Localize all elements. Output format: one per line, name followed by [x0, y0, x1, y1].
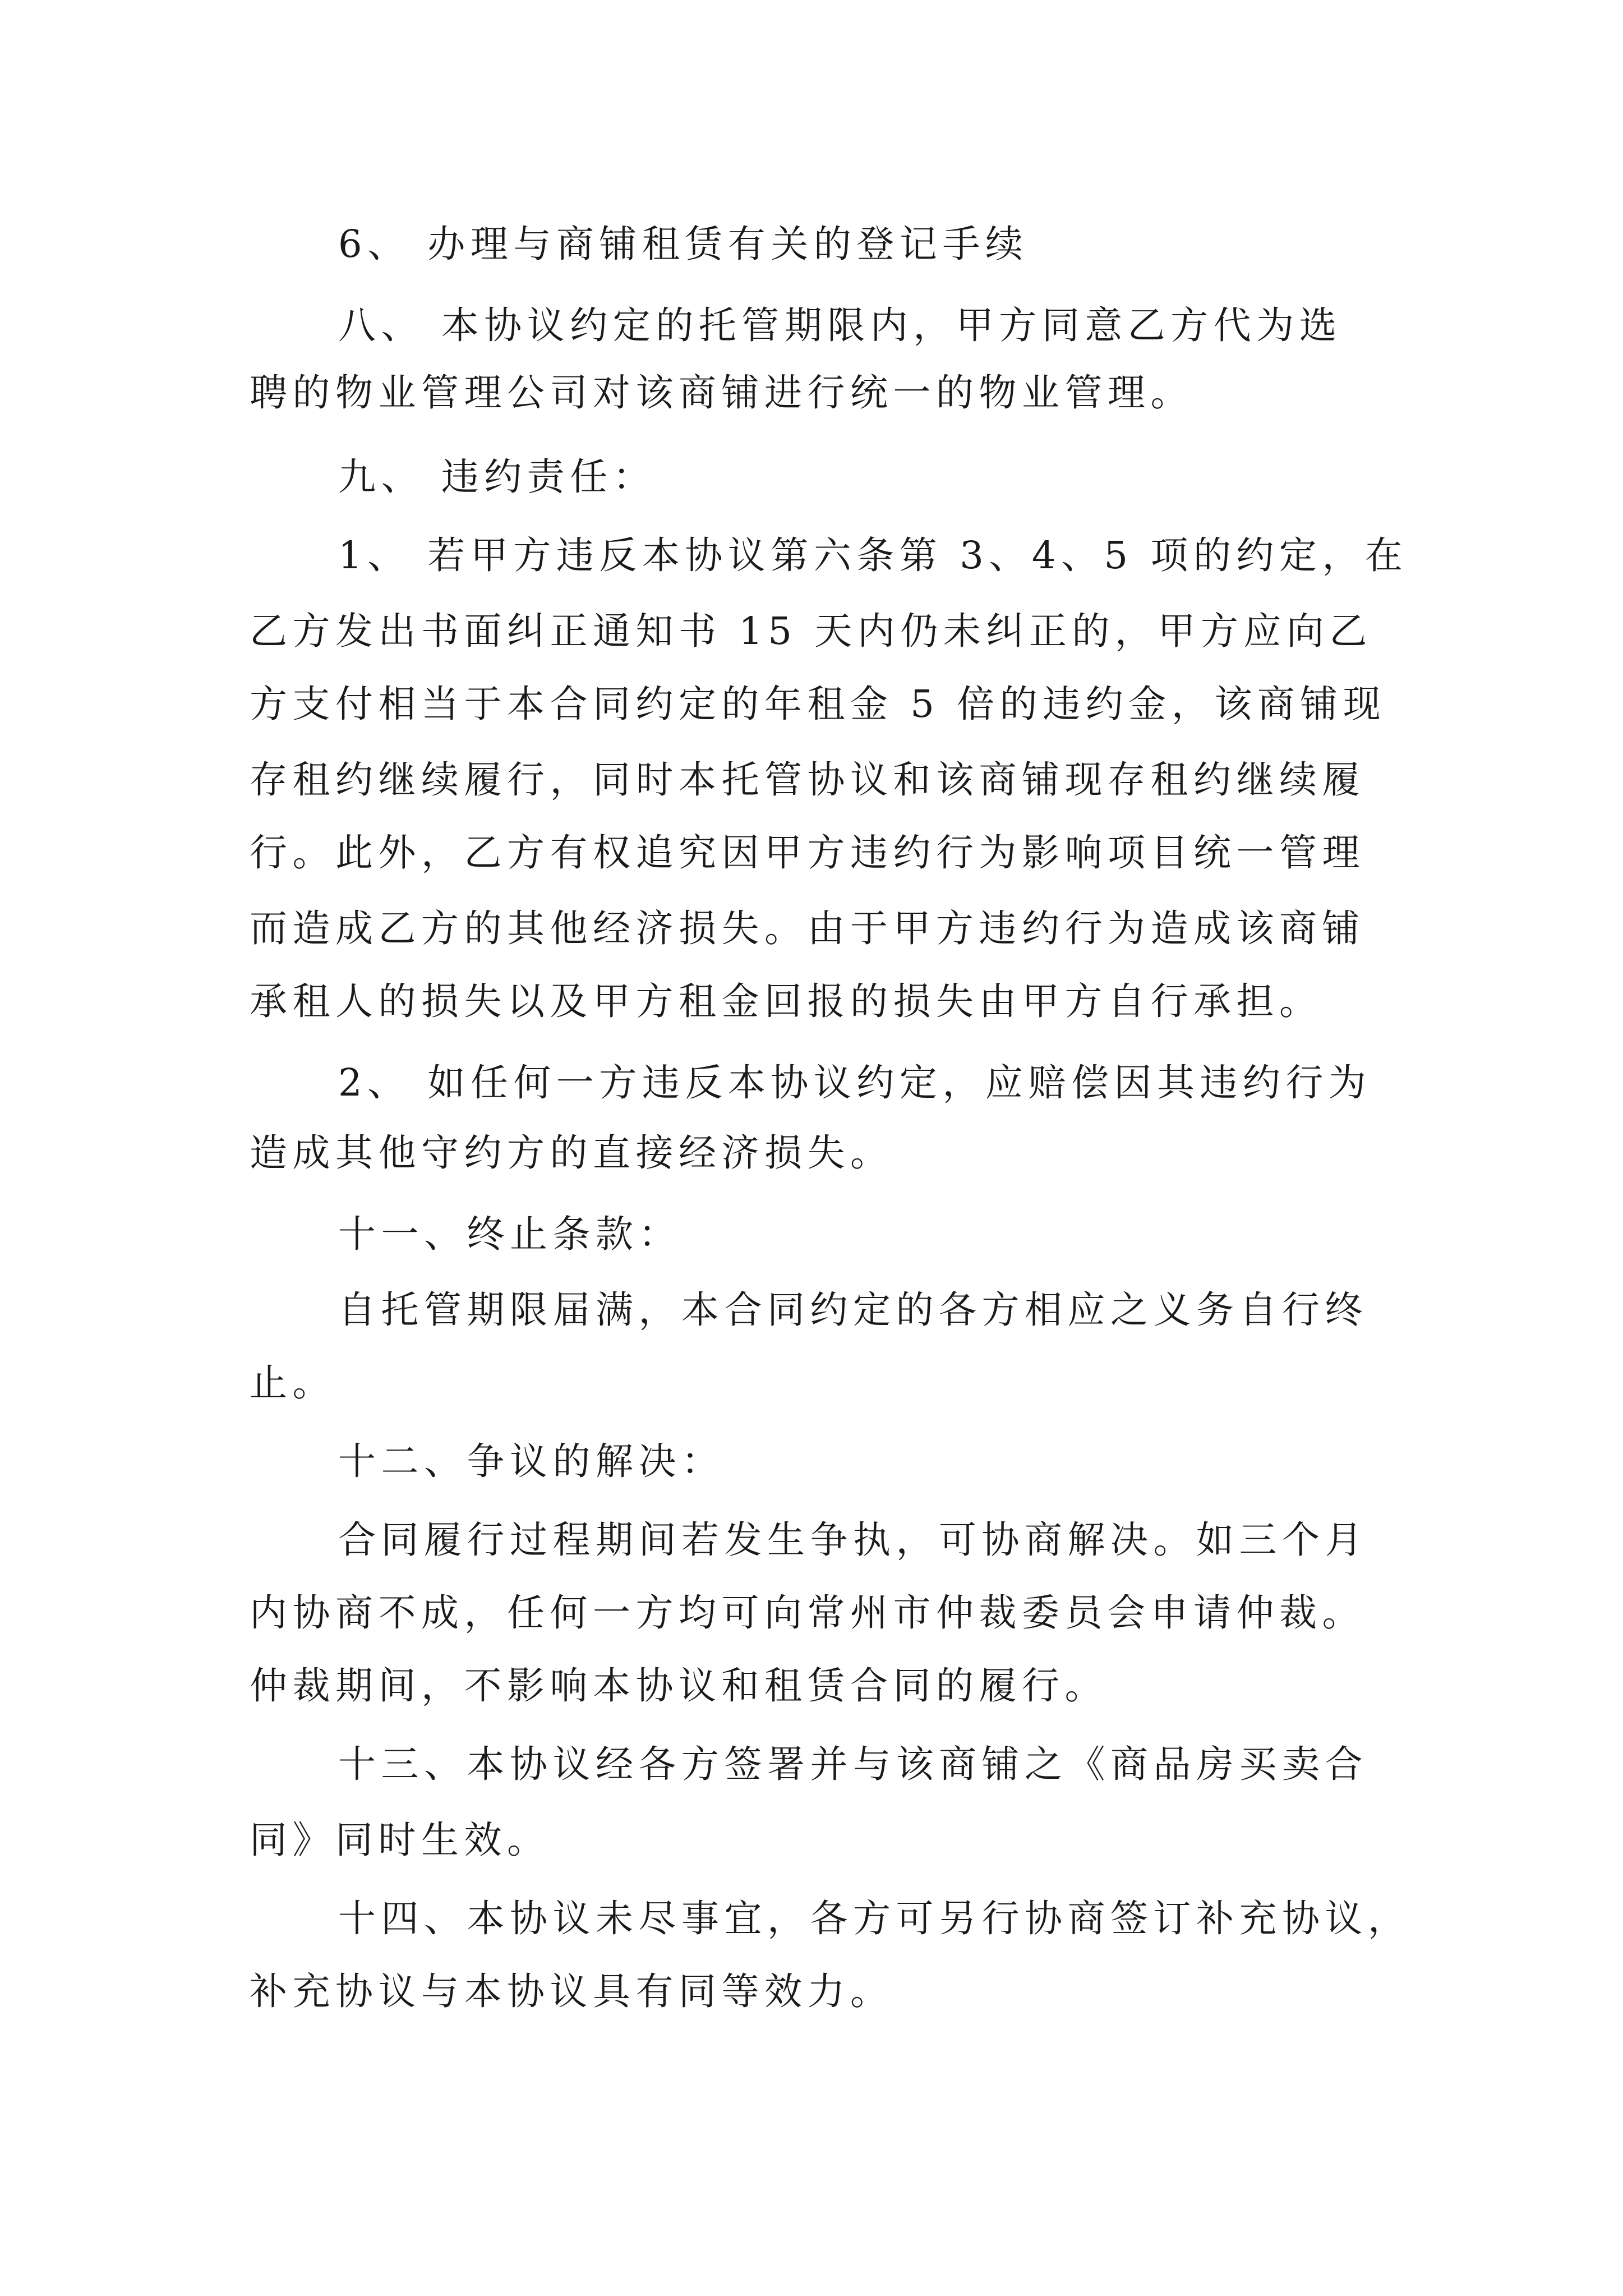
clause-13-line-2: 同》同时生效。: [250, 1818, 550, 1862]
clause-9-item-1-line-1: 1、 若甲方违反本协议第六条第 3、4、5 项的约定，在: [338, 533, 1408, 577]
clause-11-heading: 十一、终止条款：: [338, 1212, 681, 1256]
clause-9-item-1-line-3: 方支付相当于本合同约定的年租金 5 倍的违约金，该商铺现: [250, 682, 1386, 726]
clause-14-line-1: 十四、本协议未尽事宜，各方可另行协商签订补充协议，: [338, 1897, 1411, 1940]
clause-9-item-2-line-1: 2、 如任何一方违反本协议约定，应赔偿因其违约行为: [338, 1061, 1372, 1105]
clause-11-body-line-1: 自托管期限届满，本合同约定的各方相应之义务自行终: [338, 1288, 1368, 1332]
clause-9-item-1-line-6: 而造成乙方的其他经济损失。由于甲方违约行为造成该商铺: [250, 907, 1365, 950]
clause-11-body-line-2: 止。: [250, 1361, 335, 1405]
clause-12-body-line-1: 合同履行过程期间若发生争执，可协商解决。如三个月: [338, 1518, 1368, 1562]
clause-9-item-1-line-4: 存租约继续履行，同时本托管协议和该商铺现存租约继续履: [250, 758, 1365, 802]
clause-9-item-2-line-2: 造成其他守约方的直接经济损失。: [250, 1131, 893, 1175]
clause-8-line-1: 八、 本协议约定的托管期限内，甲方同意乙方代为选: [338, 303, 1343, 347]
clause-8-line-2: 聘的物业管理公司对该商铺进行统一的物业管理。: [250, 371, 1193, 415]
clause-9-heading: 九、 违约责任：: [338, 455, 656, 499]
clause-13-line-1: 十三、本协议经各方签署并与该商铺之《商品房买卖合: [338, 1742, 1368, 1786]
clause-9-item-1-line-7: 承租人的损失以及甲方租金回报的损失由甲方自行承担。: [250, 979, 1322, 1023]
clause-12-body-line-2: 内协商不成，任何一方均可向常州市仲裁委员会申请仲裁。: [250, 1591, 1365, 1635]
clause-7-item-6: 6、 办理与商铺租赁有关的登记手续: [338, 222, 1029, 266]
clause-12-heading: 十二、争议的解决：: [338, 1439, 725, 1483]
clause-12-body-line-3: 仲裁期间，不影响本协议和租赁合同的履行。: [250, 1664, 1108, 1708]
clause-9-item-1-line-2: 乙方发出书面纠正通知书 15 天内仍未纠正的，甲方应向乙: [250, 609, 1372, 653]
clause-14-line-2: 补充协议与本协议具有同等效力。: [250, 1970, 893, 2013]
clause-9-item-1-line-5: 行。此外，乙方有权追究因甲方违约行为影响项目统一管理: [250, 831, 1365, 875]
